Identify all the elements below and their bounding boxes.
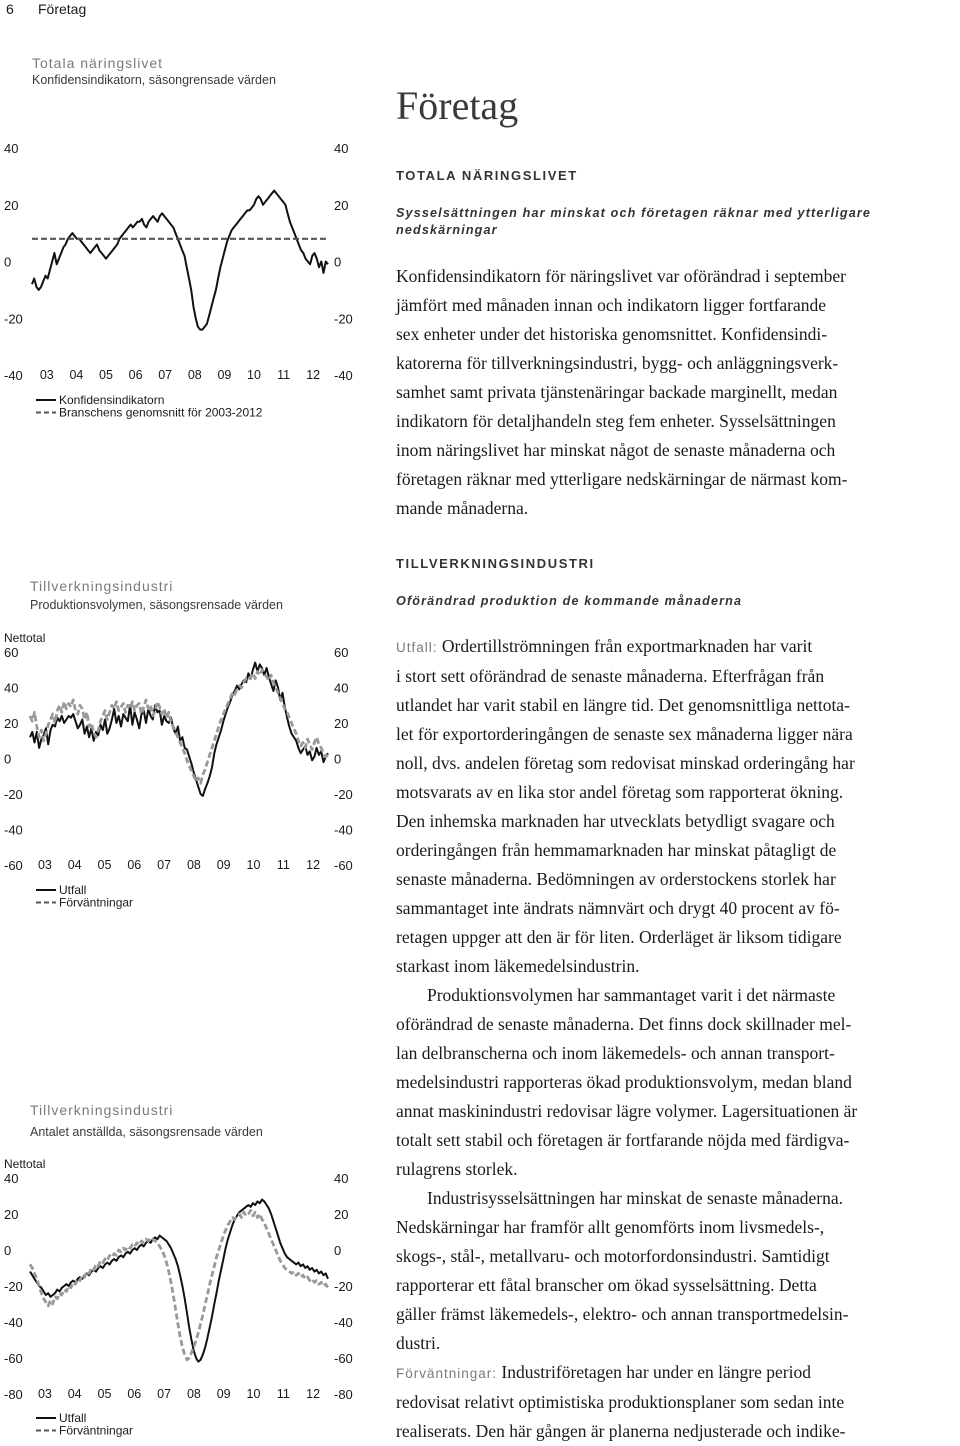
- y-tick-label-right: -40: [334, 822, 353, 838]
- x-tick-label: 10: [246, 1387, 261, 1401]
- y-tick-label-left: -20: [4, 1279, 23, 1294]
- x-tick-label: 10: [246, 858, 261, 872]
- utfall-label: Utfall:: [396, 640, 438, 655]
- text-line: inom näringslivet har minskat något de senaste månaderna och: [396, 440, 836, 460]
- text-line: Konfidensindikatorn för näringslivet var oförändrad i september: [396, 266, 847, 286]
- y-tick-label-left: 40: [4, 1171, 19, 1186]
- x-tick-label: 03: [37, 858, 52, 872]
- y-tick-label-left: 40: [4, 680, 19, 696]
- text-line: dustri.: [396, 1333, 441, 1353]
- text-line: i stort sett oförändrad de senaste månaderna. Efterfrågan från: [396, 666, 825, 686]
- text-line: Industrisysselsättningen har minskat de senaste månaderna.: [427, 1188, 844, 1208]
- x-tick-label: 03: [37, 1387, 52, 1401]
- text-line: samhet samt privata tjänstenäringar backade marginellt, medan: [396, 382, 838, 402]
- text-line: sex enheter under det historiska genomsnittet. Konfidensindi-: [396, 324, 828, 344]
- section-heading: Företag: [396, 83, 519, 128]
- x-tick-label: 03: [39, 368, 54, 382]
- forv-lines: [396, 1388, 948, 1446]
- text-line: rulagrens storlek.: [396, 1159, 518, 1179]
- y-tick-label-right: 20: [334, 197, 349, 213]
- y-tick-label-left: 0: [4, 254, 12, 270]
- series-line-dashed: [30, 670, 328, 784]
- y-tick-label-left: -80: [4, 1387, 23, 1402]
- y-tick-label-left: -60: [4, 1351, 23, 1366]
- legend-label: Konfidensindikatorn: [59, 393, 165, 407]
- y-tick-label-left: -60: [4, 858, 23, 873]
- y-tick-label-right: 20: [334, 716, 349, 731]
- x-tick-label: 09: [217, 368, 232, 382]
- x-tick-label: 11: [276, 858, 290, 872]
- x-tick-label: 04: [67, 1387, 82, 1401]
- y-tick-label-right: 20: [334, 1207, 349, 1222]
- x-tick-label: 08: [187, 368, 202, 382]
- page-number: 6: [6, 1, 14, 17]
- y-tick-label-right: 0: [334, 751, 342, 767]
- legend-label: Utfall: [59, 883, 87, 897]
- y-axis-unit-label: Nettotal: [4, 1157, 46, 1171]
- y-tick-label-right: -60: [334, 858, 353, 873]
- x-tick-label: 11: [277, 368, 291, 382]
- x-tick-label: 08: [186, 1387, 201, 1401]
- text-line: starkast inom läkemedelsindustrin.: [396, 956, 640, 976]
- totala-heading: TOTALA NÄRINGSLIVET: [396, 168, 578, 183]
- y-tick-label-right: -40: [334, 1315, 353, 1330]
- chart2-subtitle: Produktionsvolymen, säsongsrensade värden: [30, 598, 283, 612]
- text-line: medelsindustri rapporteras ökad produktionsvolym, medan bland: [396, 1072, 852, 1092]
- text-line: totalt sett stabil och företagen är fortfarande nöjda med färdigva-: [396, 1130, 850, 1150]
- text-line: oförändrad de senaste månaderna. Det finns dock skillnader mel-: [396, 1014, 852, 1034]
- x-tick-label: 09: [216, 858, 231, 872]
- text-line: lan delbranscherna och inom läkemedels- och annan transport-: [396, 1043, 835, 1063]
- y-tick-label-left: -20: [4, 787, 23, 802]
- text-line: Den inhemska marknaden har utvecklats betydligt svagare och: [396, 811, 835, 831]
- y-tick-label-right: 40: [334, 1171, 349, 1186]
- text-line: katorerna för tillverkningsindustri, bygg- och anläggningsverk-: [396, 353, 839, 373]
- forv-first-line: Industriföretagen har under en längre period: [497, 1362, 811, 1382]
- text-line: Produktionsvolymen har sammantaget varit i det närmaste: [427, 985, 836, 1005]
- y-tick-label-left: 20: [4, 716, 19, 731]
- y-tick-label-left: -40: [4, 368, 23, 383]
- x-tick-label: 07: [157, 858, 172, 872]
- text-line: noll, dvs. andelen företag som redovisat minskad orderingång har: [396, 753, 855, 773]
- y-axis-unit-label: Nettotal: [4, 631, 46, 645]
- text-line: indikatorn för detaljhandeln steg fem enheter. Sysselsättningen: [396, 411, 836, 431]
- text-line: sammantaget inte ändrats nämnvärt och drygt 40 procent av fö-: [396, 898, 840, 918]
- y-tick-label-right: -20: [334, 311, 353, 327]
- text-line: mande månaderna.: [396, 498, 529, 518]
- chart1-subtitle: Konfidensindikatorn, säsongrensade värden: [32, 73, 276, 87]
- forvantningar-label: Förväntningar:: [396, 1366, 498, 1381]
- legend-label: Utfall: [59, 1411, 87, 1425]
- totala-body: [396, 262, 948, 523]
- tillverkning-heading: TILLVERKNINGSINDUSTRI: [396, 556, 595, 571]
- y-tick-label-left: -40: [4, 822, 23, 838]
- chart-antalet-anstallda: [0, 1148, 380, 1440]
- text-line: jämfört med månaden innan och indikatorn ligger fortfarande: [396, 295, 827, 315]
- legend-label: Förväntningar: [59, 1423, 134, 1438]
- tillverkning-lead: Oförändrad produktion de kommande månaderna: [396, 594, 743, 608]
- y-tick-label-left: 20: [4, 197, 19, 213]
- x-tick-label: 05: [99, 368, 113, 382]
- text-line: annat maskinindustri redovisar lägre volymer. Lagersituationen är: [396, 1101, 858, 1121]
- y-tick-label-left: 0: [4, 1243, 12, 1258]
- x-tick-label: 06: [127, 858, 142, 872]
- text-line: let för exportorderingången de senaste sex månaderna ligger nära: [396, 724, 853, 744]
- tillverkning-body: [396, 632, 948, 1446]
- y-tick-label-right: 40: [334, 141, 349, 156]
- text-line: gäller främst läkemedels-, elektro- och annan transportmedelsin-: [396, 1304, 849, 1324]
- totala-lead: Sysselsättningen har minskat och företagen räknar med ytterligare nedskärningar: [396, 206, 872, 237]
- series-line-solid: [30, 663, 328, 796]
- x-tick-label: 12: [306, 858, 321, 872]
- text-line: retagen uppger att den är för liten. Orderläget är liksom tidigare: [396, 927, 842, 947]
- chart3-subtitle: Antalet anställda, säsongsrensade värden: [30, 1125, 263, 1139]
- running-section-name: Företag: [38, 1, 87, 17]
- y-tick-label-right: -40: [334, 368, 353, 383]
- text-line: orderingången från hemmamarknaden har minskat påtagligt de: [396, 840, 837, 860]
- y-tick-label-right: -20: [334, 787, 353, 802]
- y-tick-label-left: -40: [4, 1315, 23, 1330]
- legend-label: Branschens genomsnitt för 2003-2012: [59, 405, 263, 420]
- y-tick-label-right: 40: [334, 680, 349, 696]
- utfall-lines: [396, 662, 948, 981]
- series-line-solid: [32, 191, 328, 330]
- y-tick-label-right: 60: [334, 645, 349, 660]
- utfall-paragraph: [396, 632, 948, 662]
- x-tick-label: 06: [128, 368, 143, 382]
- text-line: företagen räknar med ytterligare nedskärningar de närmast kom-: [396, 469, 848, 489]
- text-line: utlandet har varit stabil en längre tid. Det genomsnittliga nettota-: [396, 695, 850, 715]
- x-tick-label: 07: [157, 1387, 172, 1401]
- chart3-title: Tillverkningsindustri: [30, 1102, 174, 1118]
- y-tick-label-left: 60: [4, 645, 19, 660]
- x-tick-label: 05: [97, 858, 112, 872]
- text-line: Nedskärningar har framför allt genomförts inom livsmedels-,: [396, 1217, 825, 1237]
- y-tick-label-right: 0: [334, 254, 342, 270]
- sysselsattning-paragraph: [396, 1184, 948, 1358]
- text-line: motsvarats av en lika stor andel företag som rapporterat ökning.: [396, 782, 844, 802]
- x-tick-label: 10: [247, 368, 261, 382]
- forvantningar-paragraph: [396, 1358, 948, 1388]
- x-tick-label: 12: [306, 1387, 321, 1401]
- y-tick-label-right: -80: [334, 1387, 353, 1402]
- series-line-dashed: [30, 1210, 328, 1359]
- text-line: redovisat relativt optimistiska produktionsplaner som sedan inte: [396, 1392, 845, 1412]
- chart1-title: Totala näringslivet: [32, 55, 164, 71]
- y-tick-label-left: 40: [4, 141, 19, 156]
- text-line: rapporterar ett fåtal branscher om ökad sysselsättning. Detta: [396, 1275, 817, 1295]
- text-line: realiserats. Den här gången är planerna nedjusterade och indike-: [396, 1421, 846, 1441]
- x-tick-label: 05: [97, 1387, 112, 1401]
- x-tick-label: 11: [276, 1387, 290, 1401]
- chart-produktionsvolymen: [0, 622, 380, 922]
- chart2-title: Tillverkningsindustri: [30, 578, 174, 594]
- x-tick-label: 06: [127, 1387, 142, 1401]
- legend-label: Förväntningar: [59, 895, 134, 910]
- y-tick-label-right: 0: [334, 1243, 342, 1258]
- x-tick-label: 12: [306, 368, 321, 382]
- y-tick-label-left: -20: [4, 311, 23, 327]
- x-tick-label: 07: [158, 368, 173, 382]
- y-tick-label-left: 20: [4, 1207, 19, 1222]
- utfall-first-line: Ordertillströmningen från exportmarknaden har varit: [437, 636, 813, 656]
- x-tick-label: 08: [186, 858, 201, 872]
- y-tick-label-left: 0: [4, 751, 12, 767]
- y-tick-label-right: -60: [334, 1351, 353, 1366]
- y-tick-label-right: -20: [334, 1279, 353, 1294]
- x-tick-label: 09: [216, 1387, 231, 1401]
- x-tick-label: 04: [69, 368, 84, 382]
- text-line: skogs-, stål-, metallvaru- och motorfordonsindustri. Samtidigt: [396, 1246, 830, 1266]
- produktion-paragraph: [396, 981, 948, 1184]
- chart-totala-naringslivet: [0, 130, 380, 430]
- text-line: senaste månaderna. Bedömningen av orderstockens storlek har: [396, 869, 836, 889]
- x-tick-label: 04: [67, 858, 82, 872]
